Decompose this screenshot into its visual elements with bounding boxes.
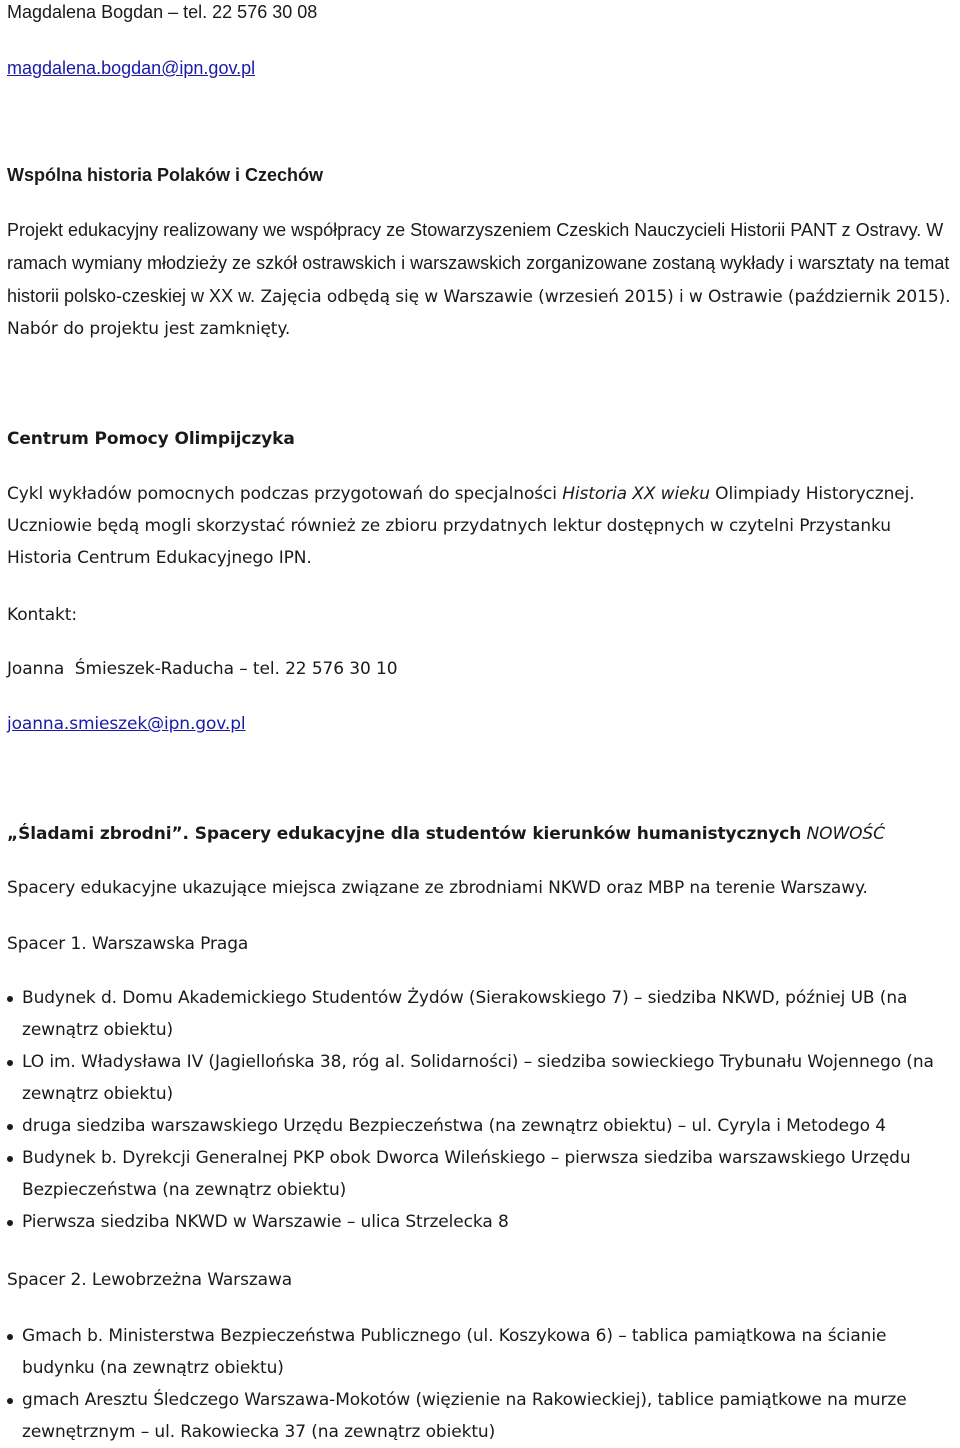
section-1-paragraph-a: Projekt edukacyjny realizowany we współpracy ze Stowarzyszeniem Czeskich Nauczycieli Historii PANT z Ostravy. W ramach wymiany młodzieży ze szkół ostrawskich i warszawskich zorganizowane zostaną wykłady i warsztaty na temat historii polsko-czeskiej w XX w.: [7, 220, 950, 306]
email-link-1[interactable]: magdalena.bogdan@ipn.gov.pl: [7, 58, 256, 78]
list-item: Budynek d. Domu Akademickiego Studentów Żydów (Sierakowskiego 7) – siedziba NKWD, później UB (na zewnątrz obiektu): [7, 982, 957, 1046]
walk-1-title: Spacer 1. Warszawska Praga: [7, 934, 249, 954]
section-3: [7, 818, 957, 850]
section-2-email-block: [7, 708, 957, 740]
section-2-para-post: Olimpiady Historycznej. Uczniowie będą mogli skorzystać również ze zbioru przydatnych lektur dostępnych w czytelni Przystanku Historia Centrum Edukacyjnego IPN.: [7, 484, 915, 568]
walk-1-title-block: [7, 928, 957, 960]
section-2-email-link[interactable]: joanna.smieszek@ipn.gov.pl: [7, 714, 246, 734]
walk-1-list: [7, 982, 957, 1238]
section-2-para-italic: Historia XX wieku: [562, 484, 710, 504]
section-2-contact-line-block: [7, 653, 957, 685]
walk-2-title-block: [7, 1264, 957, 1296]
walk-2-title: Spacer 2. Lewobrzeżna Warszawa: [7, 1270, 293, 1290]
contact-block-1: [7, 0, 957, 28]
walk-2-list: [7, 1320, 957, 1448]
list-item: Gmach b. Ministerstwa Bezpieczeństwa Publicznego (ul. Koszykowa 6) – tablica pamiątkowa na ścianie budynku (na zewnątrz obiektu): [7, 1320, 957, 1384]
list-item: Pierwsza siedziba NKWD w Warszawie – ulica Strzelecka 8: [7, 1206, 957, 1238]
section-1-title: Wspólna historia Polaków i Czechów: [7, 165, 324, 185]
list-item: Budynek b. Dyrekcji Generalnej PKP obok Dworca Wileńskiego – pierwsza siedziba warszawskiego Urzędu Bezpieczeństwa (na zewnątrz obiektu): [7, 1142, 957, 1206]
section-2: [7, 423, 957, 455]
list-item: druga siedziba warszawskiego Urzędu Bezpieczeństwa (na zewnątrz obiektu) – ul. Cyryla i Metodego 4: [7, 1110, 957, 1142]
walk-2-list-block: [7, 1320, 957, 1448]
section-3-new-badge: NOWOŚĆ: [806, 824, 885, 844]
section-3-intro-block: [7, 872, 957, 904]
section-2-contact-label: Kontakt:: [7, 605, 77, 625]
list-item: gmach Aresztu Śledczego Warszawa-Mokotów (więzienie na Rakowieckiej), tablice pamiątkowe na murze zewnętrznym – ul. Rakowiecka 37 (na zewnątrz obiektu): [7, 1384, 957, 1448]
section-2-contact-label-block: [7, 599, 957, 631]
section-2-contact-line: Joanna Śmieszek-Raducha – tel. 22 576 30 10: [7, 659, 398, 679]
contact-line-1: Magdalena Bogdan – tel. 22 576 30 08: [7, 2, 318, 22]
section-2-paragraph: [7, 478, 957, 574]
section-3-intro: Spacery edukacyjne ukazujące miejsca związane ze zbrodniami NKWD oraz MBP na terenie Warszawy.: [7, 878, 868, 898]
section-3-title: „Śladami zbrodni”. Spacery edukacyjne dla studentów kierunków humanistycznych: [7, 824, 802, 844]
section-1: [7, 159, 957, 191]
section-1-paragraph: [7, 214, 957, 345]
email-block-1: [7, 52, 957, 84]
section-2-para-pre: Cykl wykładów pomocnych podczas przygotowań do specjalności: [7, 484, 563, 504]
section-1-paragraph-b: Zajęcia odbędą się w Warszawie (wrzesień 2015) i w Ostrawie (październik 2015). Nabór do projektu jest zamknięty.: [7, 287, 951, 339]
list-item: LO im. Władysława IV (Jagiellońska 38, róg al. Solidarności) – siedziba sowieckiego Trybunału Wojennego (na zewnątrz obiektu): [7, 1046, 957, 1110]
walk-1-list-block: [7, 982, 957, 1238]
section-2-title: Centrum Pomocy Olimpijczyka: [7, 429, 295, 449]
